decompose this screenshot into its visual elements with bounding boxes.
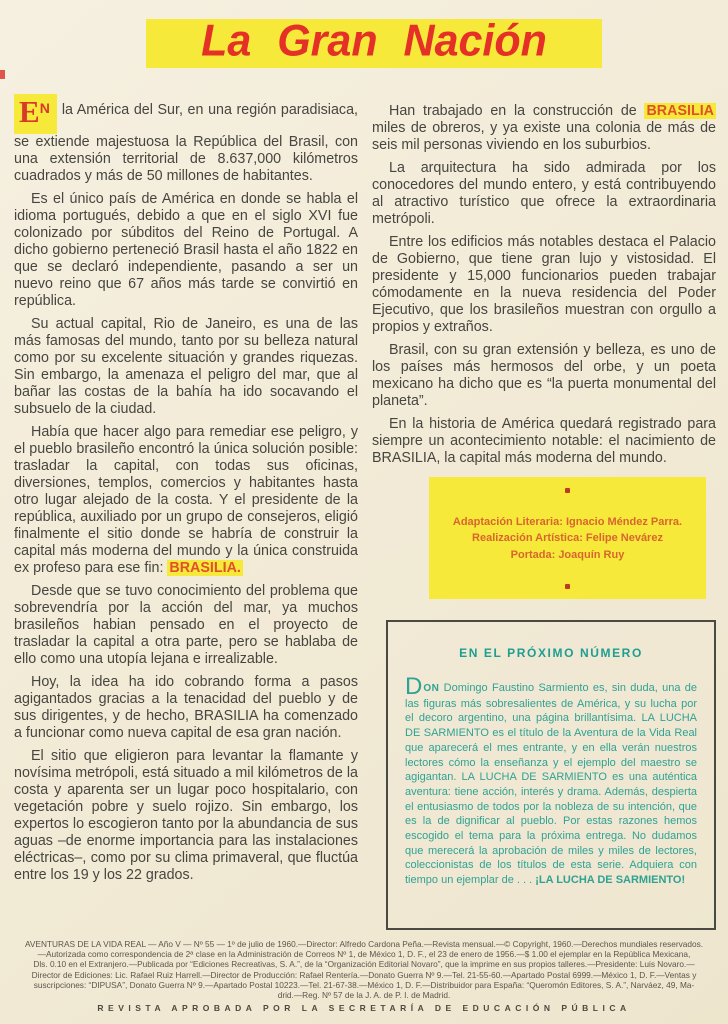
paragraph-text: Han trabajado en la construcción de — [389, 103, 645, 119]
imprint-line: AVENTURAS DE LA VIDA REAL — Año V — Nº 55 — 1º de julio de 1960.—Director: Alfredo Cardona Peña.—Revista mensual.—© Copyright, 1960.—Derechos mundiales reservados. — [24, 939, 704, 949]
paragraph — [14, 88, 358, 185]
imprint-line: drid.—Reg. Nº 57 de la J. A. de P. I. de Madrid. — [277, 990, 451, 1001]
paragraph: En la historia de América quedará registrado para siempre un acontecimiento notable: el nacimiento de BRASILIA, la capital más moderna del mundo. — [372, 416, 716, 466]
dropcap-letter-small: N — [39, 100, 50, 116]
paragraph — [14, 418, 358, 577]
credit-literary-adaptation: Adaptación Literaria: Ignacio Méndez Parra. — [452, 515, 683, 528]
dropcap-d-rest: ON — [423, 683, 440, 694]
next-issue-body — [405, 673, 697, 888]
paragraph-text: miles de obreros, y ya existe una colonia de más de seis mil personas viviendo en los suburbios. — [372, 120, 716, 153]
paragraph: Hoy, la idea ha ido cobrando forma a pasos agigantados gracias a la tenacidad del pueblo y de sus dirigentes, y de hecho, BRASILIA ha comenzado a funcionar como nueva capital de esa gran nación. — [14, 674, 358, 741]
next-issue-header: EN EL PRÓXIMO NÚMERO — [459, 646, 643, 660]
article-right-column — [372, 97, 716, 467]
dropcap-letter: E — [19, 94, 40, 129]
highlight-brasilia: BRASILIA — [646, 103, 714, 119]
credit-cover: Portada: Joaquín Ruy — [510, 548, 625, 561]
paragraph-text: la América del Sur, en una región paradisiaca, se extiende majestuosa la República del Brasil, con una extensión territorial de 8.637,000 kilómetros cuadrados y más de 50 millones de habitantes. — [14, 102, 358, 184]
ornament-dot-top — [565, 488, 570, 493]
paragraph: Su actual capital, Rio de Janeiro, es una de las más famosas del mundo, tanto por su belleza natural como por su excelente situación y grandes riquezas. Sin embargo, la amenaza el peligro del mar, que al bañar las costas de la bahía ha ido socavando el subsuelo de la ciudad. — [14, 316, 358, 417]
dropcap-en — [14, 94, 57, 134]
paragraph: Es el único país de América en donde se habla el idioma portugués, debido a que en el siglo XVI fue colonizado por súbditos del Reino de Portugal. A dicho gobierno perteneció Brasil hasta el año 1822 en que se declaró independiente, pasando a ser un nuevo reino que 67 años más tarde se convirtió en república. — [14, 191, 358, 309]
imprint-line: suscripciones: “DIPUSA”, Donato Guerra Nº 9.—Apartado Postal 10223.—Tel. 21-67-38.—México 1, D. F.—Distribuidor para España: “Queromón Editores, S. A.”, Narváez, 49, Ma- — [33, 979, 695, 990]
credits-lines — [453, 514, 682, 564]
imprint-line: Dls. 0.10 en el Extranjero.—Publicada por “Ediciones Recreativas, S. A.”, de la “Organización Editorial Novaro”, que la imprime en sus propios talleres.—Presidente: Luis Novaro.— — [33, 959, 695, 970]
imprint-line: —Autorizada como correspondencia de 2ª clase en la Administración de Correos Nº 1, de México 1, D. F., el 23 de enero de 1956.—$ 1.00 el ejemplar en la República Mexicana, — [37, 949, 691, 960]
article-left-column — [14, 88, 358, 884]
imprint-line: Director de Ediciones: Lic. Rafael Ruiz Harrell.—Director de Producción: Rafael Rentería.—Donato Guerra Nº 9.—Tel. 21-55-60.—Apartado Postal 6999.—México 1, D. F.—Ventas y — [31, 969, 697, 980]
paragraph: La arquitectura ha sido admirada por los conocedores del mundo entero, y está contribuyendo al atractivo turístico que ofrece la extraordinaria metrópoli. — [372, 160, 716, 227]
paragraph: Brasil, con su gran extensión y belleza, es uno de los países más hermosos del orbe, y un poeta mexicano ha dicho que es “la puerta monumental del planeta”. — [372, 342, 716, 409]
approval-line: REVISTA APROBADA POR LA SECRETARÍA DE EDUCACIÓN PÚBLICA — [97, 1003, 631, 1013]
paragraph: El sitio que eligieron para levantar la flamante y novísima metrópoli, está situado a mil kilómetros de la costa y aparenta ser un lugar poco hospitalario, con vegetación pobre y suelo rojizo. Sin embargo, los expertos lo escogieron tanto por la abundancia de sus aguas –de enorme importancia para las instalaciones eléctricas–, como por su clima primaveral, que fluctúa entre los 19 y los 22 grados. — [14, 748, 358, 883]
credit-artistic-realization: Realización Artística: Felipe Nevárez — [472, 532, 663, 545]
page-title: La Gran Nación — [201, 15, 547, 66]
paragraph — [372, 97, 716, 154]
highlight-brasilia: BRASILIA. — [169, 560, 241, 576]
next-issue-text: Domingo Faustino Sarmiento es, sin duda, una de las figuras más sobresalientes de América, y su lucha por el decoro argentino, una página brillantísima. LA LUCHA DE SARMIENTO es el título de la Aventura de la Vida Real que aparecerá el mes entrante, y en ella verán nuestros lectores cómo la enseñanza y el ejemplo del maestro se agigantan. LA LUCHA DE SARMIENTO es una auténtica aventura: tiene acción, interés y drama. Además, despierta el entusiasmo de todos por la nobleza de su intención, que es la de dignificar al pueblo. Por estas razones hemos escogido el tema para la próxima entrega. No dudamos que merecerá la aprobación de miles y miles de lectores, coleccionistas de los títulos de esta serie. Adquiera con tiempo un ejemplar de . . . — [405, 682, 697, 887]
title-banner — [146, 15, 602, 68]
dropcap-d: D — [405, 673, 424, 700]
paragraph: Desde que se tuvo conocimiento del problema que sobrevendría por la acción del mar, ya muchos brasileños habian pensado en el proyecto de trasladar la capital a otra parte, pero se hablaba de ello como una utopía lejana e irrealizable. — [14, 583, 358, 667]
imprint-footer — [8, 939, 720, 1000]
credits-box — [429, 477, 706, 599]
paragraph-text: Había que hacer algo para remediar ese peligro, y el pueblo brasileño encontró la única solución posible: trasladar la capital, con todas sus oficinas, diversiones, templos, comercios y habitantes hasta otro lugar alejado de la costa. Y el presidente de la república, auxiliado por un grupo de consejeros, eligió finalmente el sitio donde se habría de construir la capital más moderna del mundo y la única construida ex profeso para ese fin: — [14, 424, 358, 576]
next-issue-title-bold: ¡LA LUCHA DE SARMIENTO! — [535, 874, 686, 887]
next-issue-box — [386, 620, 716, 930]
paragraph: Entre los edificios más notables destaca el Palacio de Gobierno, que tiene gran lujo y vistosidad. El presidente y 15,000 funcionarios pueden trabajar cómodamente en la nueva residencia del Poder Ejecutivo, que los brasileños muestran con orgullo a propios y extraños. — [372, 234, 716, 335]
page-edge-print-mark — [0, 70, 5, 79]
ornament-dot-bottom — [565, 584, 570, 589]
